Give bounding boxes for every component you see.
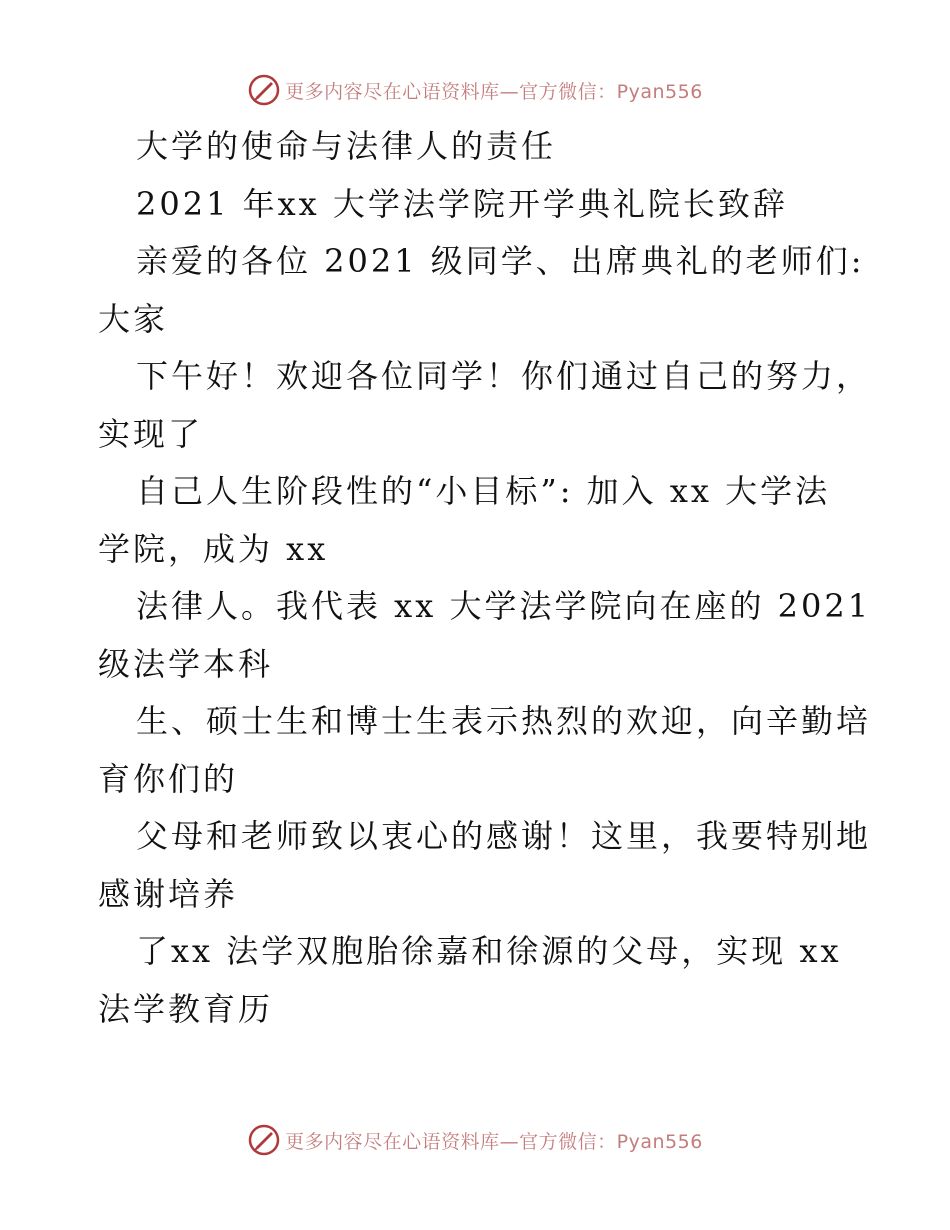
paragraph-line: 亲爱的各位 2021 级同学、出席典礼的老师们: (136, 242, 865, 280)
paragraph-line: 自己人生阶段性的“小目标”: 加入 xx 大学法 (136, 472, 831, 510)
paragraph-line: 了xx 法学双胞胎徐嘉和徐源的父母，实现 xx (136, 932, 842, 970)
quill-logo-icon (247, 73, 281, 107)
paragraph-line: 实现了 (98, 414, 204, 453)
paragraph-line: 大家 (98, 299, 169, 338)
paragraph-line: 生、硕士生和博士生表示热烈的欢迎，向辛勤培 (136, 702, 872, 740)
paragraph-line: 下午好！欢迎各位同学！你们通过自己的努力， (136, 357, 872, 395)
paragraph-line: 父母和老师致以衷心的感谢！这里，我要特别地 (136, 817, 872, 855)
banner-text: 更多内容尽在心语资料库—官方微信：Pyan556 (285, 1130, 703, 1153)
quill-logo-icon (247, 1123, 281, 1157)
paragraph-line: 法律人。我代表 xx 大学法学院向在座的 2021 (136, 587, 872, 625)
document-title: 大学的使命与法律人的责任 (136, 127, 557, 165)
paragraph-line: 法学教育历 (98, 989, 274, 1028)
paragraph-line: 学院，成为 xx (98, 529, 329, 568)
paragraph-line: 感谢培养 (98, 874, 239, 913)
paragraph-line: 级法学本科 (98, 644, 274, 683)
paragraph-line: 育你们的 (98, 759, 239, 798)
document-subtitle: 2021 年xx 大学法学院开学典礼院长致辞 (136, 184, 788, 223)
banner-text: 更多内容尽在心语资料库—官方微信：Pyan556 (285, 80, 703, 103)
header-banner (0, 70, 950, 110)
document-body (98, 118, 872, 1038)
footer-banner (0, 1120, 950, 1160)
